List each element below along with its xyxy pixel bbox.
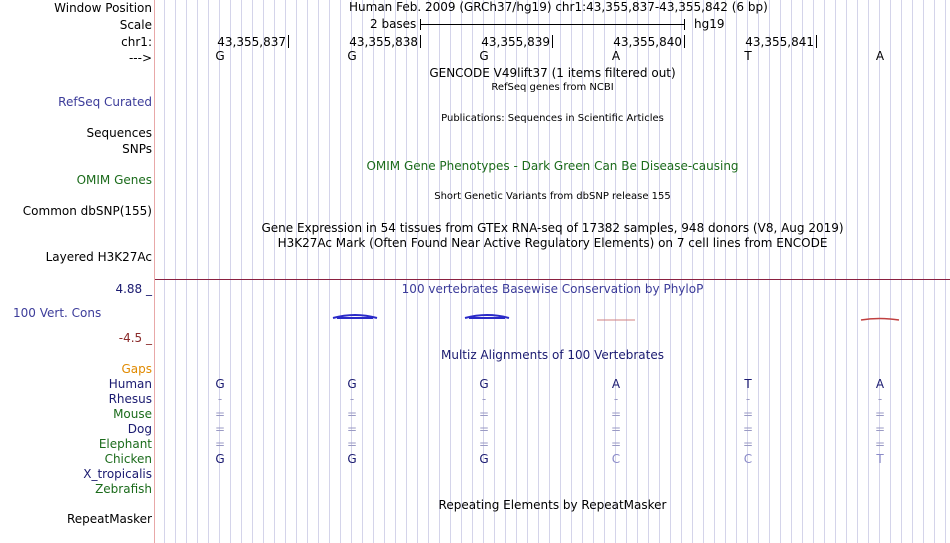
alignment-base: = bbox=[610, 407, 622, 421]
species-label-zebrafish[interactable]: Zebrafish bbox=[95, 482, 152, 496]
alignment-base: C bbox=[611, 452, 621, 466]
cons-mark-4 bbox=[861, 319, 899, 321]
base-letter: A bbox=[611, 49, 621, 63]
cons-min-label: -4.5 _ bbox=[118, 331, 152, 345]
position-label: 43,355,838 bbox=[349, 35, 418, 49]
alignment-base: = bbox=[610, 437, 622, 451]
gencode-title[interactable]: GENCODE V49lift37 (1 items filtered out) bbox=[429, 66, 676, 80]
alignment-base: - bbox=[349, 392, 355, 406]
species-label-mouse[interactable]: Mouse bbox=[113, 407, 152, 421]
alignment-base: - bbox=[481, 392, 487, 406]
repeat-label[interactable]: RepeatMasker bbox=[66, 512, 152, 526]
alignment-base: = bbox=[478, 422, 490, 436]
alignment-base: - bbox=[217, 392, 223, 406]
alignment-base: T bbox=[744, 377, 752, 391]
alignment-base: T bbox=[876, 452, 884, 466]
position-label: 43,355,841 bbox=[745, 35, 814, 49]
alignment-base: = bbox=[478, 407, 490, 421]
cons-mark-1 bbox=[333, 315, 377, 318]
alignment-base: G bbox=[215, 452, 225, 466]
alignment-base: - bbox=[877, 392, 883, 406]
position-tick bbox=[684, 35, 685, 48]
cons-label[interactable]: 100 Vert. Cons bbox=[13, 306, 102, 320]
species-label-x_tropicalis[interactable]: X_tropicalis bbox=[83, 467, 152, 481]
position-label: 43,355,840 bbox=[613, 35, 682, 49]
alignment-base: = bbox=[742, 422, 754, 436]
base-letter: T bbox=[744, 49, 752, 63]
alignment-base: = bbox=[346, 407, 358, 421]
alignment-base: A bbox=[875, 377, 885, 391]
multiz-title[interactable]: Multiz Alignments of 100 Vertebrates bbox=[440, 348, 665, 362]
dbsnp-title[interactable]: Short Genetic Variants from dbSNP release 155 bbox=[434, 191, 671, 202]
window-position-label: Window Position bbox=[54, 1, 152, 15]
species-label-rhesus[interactable]: Rhesus bbox=[108, 392, 152, 406]
alignment-base: C bbox=[743, 452, 753, 466]
dbsnp-label[interactable]: Common dbSNP(155) bbox=[22, 204, 152, 218]
scale-label: Scale bbox=[119, 18, 152, 32]
alignment-base: = bbox=[874, 407, 886, 421]
omim-title[interactable]: OMIM Gene Phenotypes - Dark Green Can Be Disease-causing bbox=[366, 159, 739, 173]
position-tick bbox=[420, 35, 421, 48]
alignment-base: G bbox=[347, 452, 357, 466]
track-divider bbox=[155, 279, 950, 280]
cons-wiggle bbox=[155, 310, 950, 326]
base-letter: A bbox=[875, 49, 885, 63]
cons-mark-2 bbox=[465, 315, 509, 318]
scale-cap-right bbox=[684, 19, 685, 30]
base-letter: G bbox=[347, 49, 357, 63]
gtex-title[interactable]: Gene Expression in 54 tissues from GTEx RNA-seq of 17382 samples, 948 donors (V8, Aug 2019) bbox=[261, 221, 844, 235]
base-letter: G bbox=[479, 49, 489, 63]
alignment-base: A bbox=[611, 377, 621, 391]
alignment-base: = bbox=[214, 407, 226, 421]
cons-title[interactable]: 100 vertebrates Basewise Conservation by PhyloP bbox=[401, 282, 704, 296]
scale-db: hg19 bbox=[694, 17, 725, 31]
publications-title[interactable]: Publications: Sequences in Scientific Articles bbox=[441, 113, 664, 124]
alignment-base: = bbox=[346, 422, 358, 436]
species-label-dog[interactable]: Dog bbox=[127, 422, 152, 436]
alignment-base: = bbox=[214, 422, 226, 436]
scale-bar bbox=[420, 24, 684, 25]
alignment-base: = bbox=[742, 407, 754, 421]
omim-label[interactable]: OMIM Genes bbox=[76, 173, 152, 187]
strand-label[interactable]: ---> bbox=[128, 51, 152, 65]
position-label: 43,355,837 bbox=[217, 35, 286, 49]
alignment-base: - bbox=[613, 392, 619, 406]
alignment-base: = bbox=[874, 422, 886, 436]
alignment-base: = bbox=[742, 437, 754, 451]
alignment-base: = bbox=[478, 437, 490, 451]
chr-label: chr1: bbox=[121, 35, 152, 49]
assembly-title: Human Feb. 2009 (GRCh37/hg19) chr1:43,355,837-43,355,842 (6 bp) bbox=[349, 0, 768, 14]
alignment-base: G bbox=[347, 377, 357, 391]
gaps-label[interactable]: Gaps bbox=[121, 362, 152, 376]
refseq-label[interactable]: RefSeq Curated bbox=[58, 95, 152, 109]
cons-max-label: 4.88 _ bbox=[115, 282, 152, 296]
species-label-human[interactable]: Human bbox=[108, 377, 152, 391]
alignment-base: G bbox=[215, 377, 225, 391]
base-letter: G bbox=[215, 49, 225, 63]
position-label: 43,355,839 bbox=[481, 35, 550, 49]
h3k27-title[interactable]: H3K27Ac Mark (Often Found Near Active Regulatory Elements) on 7 cell lines from ENCODE bbox=[277, 236, 828, 250]
h3k27-label[interactable]: Layered H3K27Ac bbox=[45, 250, 152, 264]
species-label-elephant[interactable]: Elephant bbox=[98, 437, 152, 451]
scale-text: 2 bases bbox=[370, 17, 417, 31]
species-label-chicken[interactable]: Chicken bbox=[104, 452, 152, 466]
alignment-base: = bbox=[346, 437, 358, 451]
alignment-base: G bbox=[479, 377, 489, 391]
alignment-base: = bbox=[610, 422, 622, 436]
repeat-title[interactable]: Repeating Elements by RepeatMasker bbox=[438, 498, 667, 512]
snps-label[interactable]: SNPs bbox=[122, 142, 152, 156]
position-tick bbox=[816, 35, 817, 48]
alignment-base: = bbox=[214, 437, 226, 451]
alignment-base: = bbox=[874, 437, 886, 451]
refseq-subtitle[interactable]: RefSeq genes from NCBI bbox=[491, 82, 614, 93]
alignment-base: - bbox=[745, 392, 751, 406]
alignment-base: G bbox=[479, 452, 489, 466]
position-tick bbox=[288, 35, 289, 48]
position-tick bbox=[552, 35, 553, 48]
sequences-label[interactable]: Sequences bbox=[86, 126, 152, 140]
